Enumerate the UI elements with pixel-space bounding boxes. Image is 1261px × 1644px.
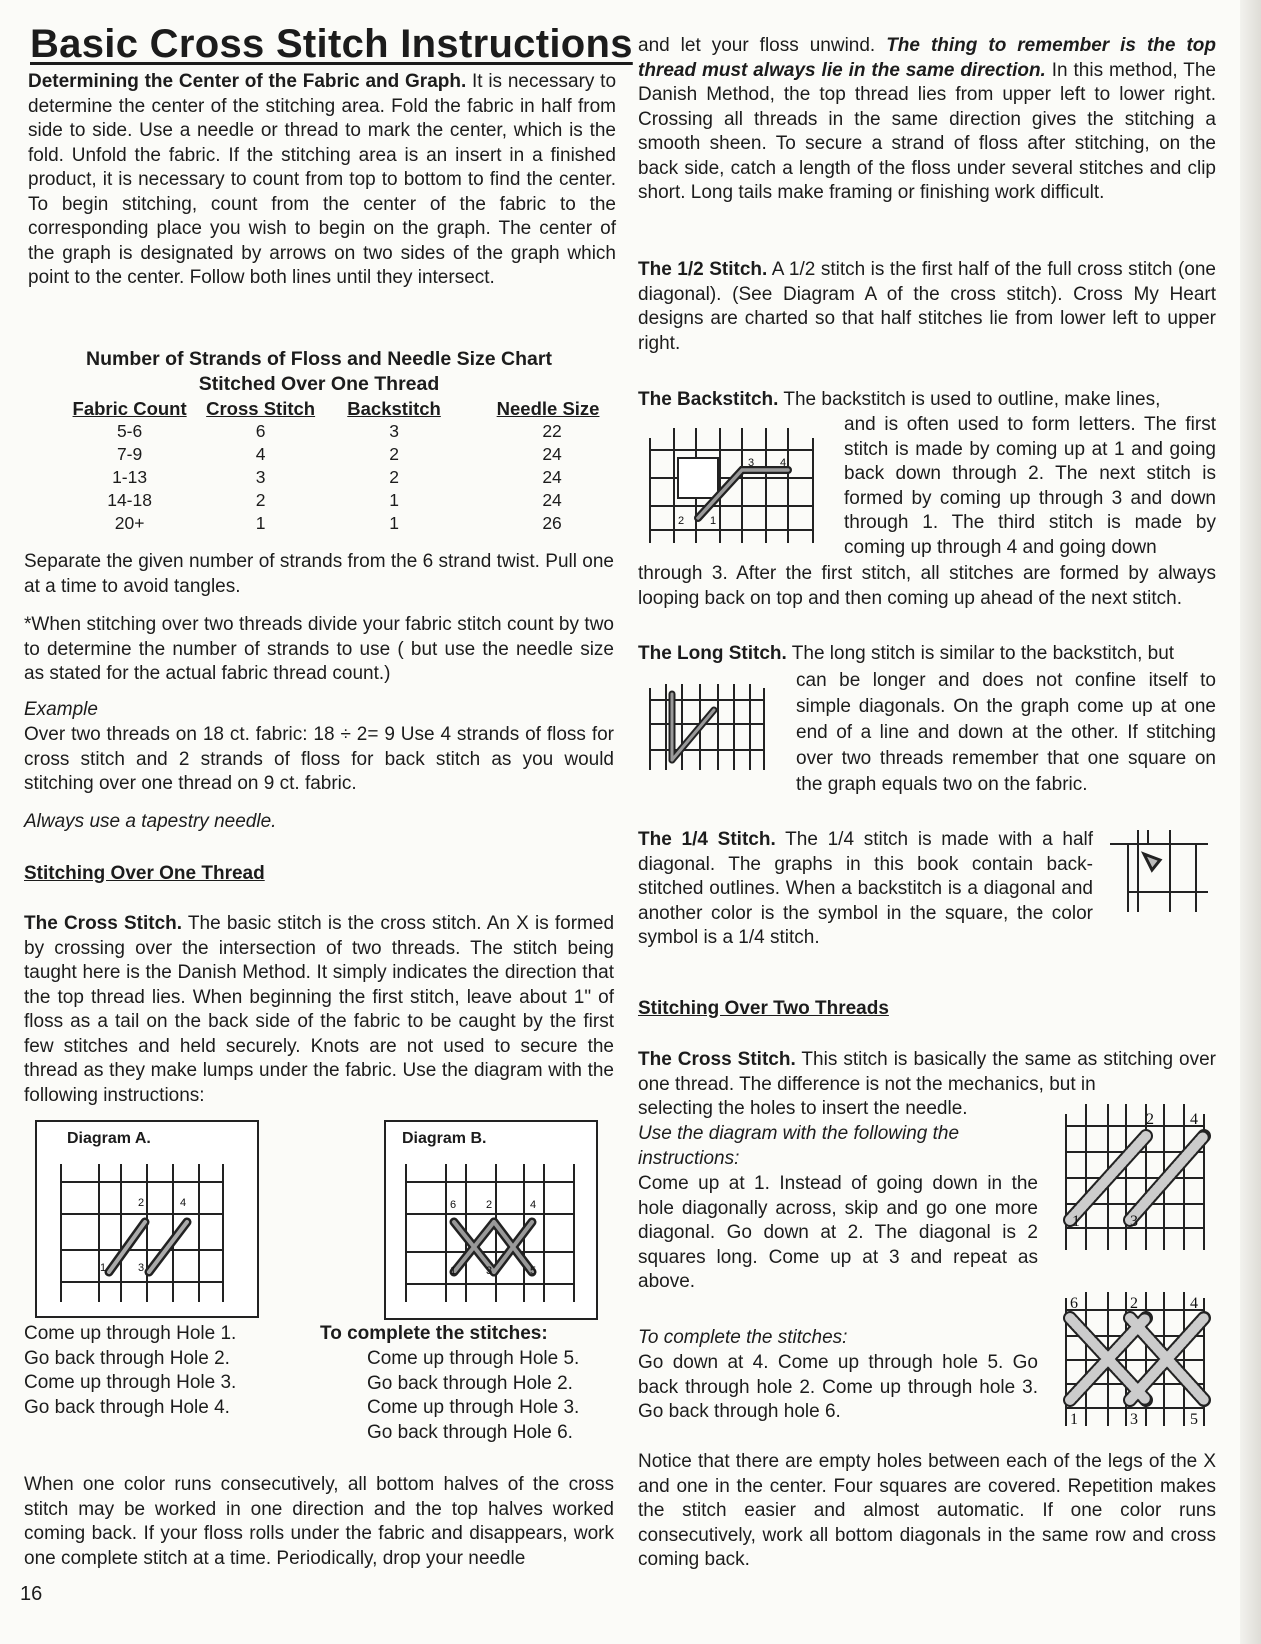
- hole-number: 4: [530, 1199, 537, 1211]
- cross2-heading: The Cross Stitch.: [638, 1049, 796, 1070]
- unwind-emphasis: The thing to remember is the top thread must always lie in the same direction.: [638, 35, 1216, 81]
- hole-number: 2: [1130, 1295, 1138, 1312]
- hole-number: 1: [1070, 1411, 1078, 1428]
- hole-number: 4: [1190, 1111, 1198, 1128]
- unwind-text-start: and let your floss unwind.: [638, 35, 876, 56]
- diagram-b-label: Diagram B.: [402, 1130, 487, 1147]
- floss-chart-title: Number of Strands of Floss and Needle Size Chart: [86, 348, 552, 370]
- step-item: Go back through Hole 4.: [24, 1396, 230, 1418]
- table-cell: 6: [255, 421, 266, 441]
- hole-number: 3: [138, 1262, 145, 1274]
- table-cell: 5-6: [116, 421, 143, 441]
- notice-paragraph: Notice that there are empty holes between each of the legs of the X and one in the center. Four squares are covered. Repetition makes the stitch easier and almost automatic. If one color runs consecutively, work all bottom diagonals in the same row and cross coming back.: [638, 1451, 1216, 1570]
- center-heading: Determining the Center of the Fabric and Graph.: [28, 71, 467, 92]
- two-threads-diagram-b: [1050, 1288, 1215, 1430]
- table-row: [64, 512, 614, 535]
- table-cell: 1: [255, 513, 266, 533]
- two-threads-diagram-a: [1050, 1100, 1215, 1260]
- backstitch-text-1: The backstitch is used to outline, make lines,: [783, 389, 1161, 410]
- cross2-text-1: This stitch is basically the same as stitching over one thread. The difference is not the mechanics, but in: [638, 1049, 1217, 1095]
- table-cell: 22: [542, 421, 562, 441]
- center-text: It is necessary to determine the center of the stitching area. Fold the fabric in half from side to side. Use a needle or thread to mark the center, which is the fold. Unfold the fabric. If the stitching area is an insert in a finished product, it is necessary to count from top to bottom to find the center. To begin stitching, count from the center of the fabric to the corresponding place you wish to begin on the graph. The center of the graph is designated by arrows on two sides of the graph which point to the center. Follow both lines until they intersect.: [28, 71, 617, 288]
- long-stitch-lead: [638, 642, 1216, 667]
- complete-stitches-heading: To complete the stitches:: [320, 1323, 548, 1344]
- table-cell: 3: [389, 421, 399, 441]
- separate-paragraph: Separate the given number of strands from the 6 strand twist. Pull one at a time to avoid tangles.: [24, 551, 614, 597]
- hole-number: 3: [1130, 1411, 1138, 1428]
- step-item: Come up through Hole 3.: [24, 1372, 237, 1393]
- table-header-row: [64, 398, 614, 420]
- example-paragraph: Over two threads on 18 ct. fabric: 18 ÷ 2= 9 Use 4 strands of floss for cross stitch and 2 strands of floss for back stitch as you would stitching over one thread on 9 ct. fabric.: [24, 724, 614, 794]
- two-threads-paragraph: *When stitching over two threads divide your fabric stitch count by two to determine the number of strands to use ( but use the needle size as stated for the actual fabric thread count.): [24, 614, 614, 684]
- page-number: 16: [20, 1583, 43, 1605]
- hole-number: 3: [748, 457, 755, 469]
- hole-number: 6: [1070, 1295, 1078, 1312]
- section-one-heading: Stitching Over One Thread: [24, 863, 265, 884]
- hole-number: 5: [530, 1265, 537, 1277]
- example-label: Example: [24, 699, 98, 720]
- cross-stitch-paragraph: [24, 912, 614, 1108]
- hole-number: 2: [1146, 1111, 1154, 1128]
- step-item: Go back through Hole 2.: [367, 1372, 573, 1394]
- unwind-paragraph: [638, 34, 1216, 206]
- hole-number: 4: [1190, 1295, 1198, 1312]
- half-stitch-paragraph: [638, 258, 1216, 356]
- hole-number: 1: [1072, 1213, 1080, 1230]
- step-item: Come up through Hole 5.: [367, 1348, 580, 1369]
- table-cell: 2: [389, 444, 399, 464]
- diagram-a-label: Diagram A.: [67, 1130, 151, 1147]
- backstitch-diagram: [638, 418, 828, 550]
- floss-table: [64, 398, 614, 535]
- column-header: Cross Stitch: [206, 398, 316, 419]
- table-cell: 24: [542, 490, 562, 510]
- hole-number: 3: [1130, 1213, 1138, 1230]
- table-cell: 4: [255, 444, 266, 464]
- hole-number: 4: [180, 1197, 187, 1209]
- table-cell: 2: [255, 490, 266, 510]
- long-stitch-diagram: [638, 680, 778, 780]
- table-cell: 1: [389, 490, 399, 510]
- column-header: Fabric Count: [72, 398, 187, 419]
- table-row: [64, 443, 614, 466]
- hole-number: 1: [710, 515, 717, 527]
- cross-stitch-text: The basic stitch is the cross stitch. An X is formed by crossing over the intersection of two threads. The stitch being taught here is the Danish Method. It simply indicates the direction that the top thread lies. When beginning the first stitch, leave about 1" of floss as a tail on the back side of the fabric to be caught by the first few stitches and held securely. Knots are not used to secure the thread as they make lumps under the fabric. Use the diagram with the following instructions:: [24, 913, 615, 1106]
- cross2-text-3: Come up at 1. Instead of going down in the hole diagonally across, skip and go one more diagonal. Go down at 2. The diagonal is 2 squares long. Come up at 3 and repeat as above.: [638, 1173, 1038, 1292]
- backstitch-lead: [638, 388, 1216, 413]
- quarter-stitch-paragraph: [638, 828, 1093, 951]
- quarter-stitch-diagram: [1108, 826, 1218, 916]
- center-paragraph: [28, 70, 616, 291]
- hole-number: 4: [780, 457, 787, 469]
- hole-number: 2: [138, 1197, 145, 1209]
- table-row: [64, 466, 614, 489]
- table-cell: 3: [255, 467, 266, 487]
- hole-number: 6: [450, 1199, 457, 1211]
- hole-number: 1: [450, 1265, 457, 1277]
- table-cell: 20+: [114, 513, 145, 533]
- table-cell: 1-13: [112, 467, 148, 487]
- consecutive-paragraph: When one color runs consecutively, all bottom halves of the cross stitch may be worked in one direction and the top halves worked coming back. If your floss rolls under the fabric and disappears, work one complete stitch at a time. Periodically, drop your needle: [24, 1474, 614, 1569]
- complete2-heading: To complete the stitches:: [638, 1327, 848, 1348]
- column-header: Needle Size: [496, 398, 600, 419]
- section-two-heading: Stitching Over Two Threads: [638, 998, 889, 1019]
- step-item: Come up through Hole 3.: [367, 1397, 580, 1418]
- half-stitch-text: A 1/2 stitch is the first half of the full cross stitch (one diagonal). (See Diagram A of the cross stitch). Cross My Heart designs are charted so that half stitches lie from lower left to upper right.: [638, 259, 1216, 354]
- table-cell: 26: [542, 513, 562, 533]
- table-cell: 14-18: [107, 490, 152, 510]
- cross-stitch-heading: The Cross Stitch.: [24, 913, 183, 934]
- floss-chart-subtitle: Stitched Over One Thread: [198, 373, 440, 395]
- table-cell: 7-9: [116, 444, 143, 464]
- long-stitch-text-1: The long stitch is similar to the backstitch, but: [791, 643, 1175, 664]
- page-edge-shadow: [1240, 0, 1261, 1644]
- cross2-text-2: selecting the holes to insert the needle.: [638, 1098, 968, 1119]
- complete2-text: Go down at 4. Come up through hole 5. Go back through hole 2. Come up through hole 3. Go back through hole 6.: [638, 1352, 1038, 1422]
- hole-number: 1: [100, 1262, 107, 1274]
- cross2-italic: Use the diagram with the following the instructions:: [638, 1123, 960, 1169]
- column-header: Backstitch: [347, 398, 441, 419]
- half-stitch-heading: The 1/2 Stitch.: [638, 259, 768, 280]
- quarter-stitch-text: The 1/4 stitch is made with a half diagonal. The graphs in this book contain back-stitched outlines. When a backstitch is a diagonal and another color is the symbol in the square, the color symbol is a 1/4 stitch.: [638, 829, 1094, 948]
- diagram-b-graphic: [386, 1122, 596, 1318]
- hole-number: 2: [486, 1199, 493, 1211]
- table-cell: 24: [542, 444, 562, 464]
- hole-number: 3: [486, 1265, 493, 1277]
- quarter-stitch-heading: The 1/4 Stitch.: [638, 829, 776, 850]
- step-item: Come up through Hole 1.: [24, 1323, 237, 1344]
- cross2-lead: [638, 1048, 1216, 1097]
- tapestry-note: Always use a tapestry needle.: [24, 811, 277, 832]
- table-row: [64, 489, 614, 512]
- diagram-a-steps: [24, 1322, 236, 1420]
- unwind-text-end: In this method, The Danish Method, the top thread lies from upper left to lower right. Crossing all threads in the same direction gives the stitching a smooth sheen. To secure a strand of floss after stitching, on the back side, catch a length of the floss under several stitches and clip short. Long tails make framing or finishing work difficult.: [638, 59, 1216, 203]
- long-stitch-heading: The Long Stitch.: [638, 643, 787, 664]
- backstitch-text-2: and is often used to form letters. The first stitch is made by coming up at 1 and going back down through 2. The next stitch is formed by coming up through 3 and down through 1. The third stitch is made by coming up through 4 and going down: [844, 414, 1216, 558]
- diagram-a: [35, 1120, 259, 1318]
- hole-number: 2: [678, 515, 685, 527]
- diagram-b: [384, 1120, 598, 1320]
- page-title: Basic Cross Stitch Instructions: [30, 22, 633, 66]
- step-item: Go back through Hole 6.: [367, 1421, 573, 1443]
- table-row: [64, 420, 614, 443]
- diagram-a-graphic: [37, 1122, 257, 1316]
- table-cell: 24: [542, 467, 562, 487]
- backstitch-heading: The Backstitch.: [638, 389, 779, 410]
- long-stitch-text-2: can be longer and does not confine itself to simple diagonals. On the graph come up at one end of a line and down at the other. If stitching over two threads remember that one square on the graph equals two on the fabric.: [796, 670, 1216, 795]
- hole-number: 5: [1190, 1411, 1198, 1428]
- step-item: Go back through Hole 2.: [24, 1347, 230, 1369]
- diagram-b-steps: [367, 1347, 579, 1445]
- table-cell: 2: [389, 467, 399, 487]
- table-cell: 1: [389, 513, 399, 533]
- backstitch-text-3: through 3. After the first stitch, all stitches are formed by always looping back on top and then coming up ahead of the next stitch.: [638, 563, 1216, 609]
